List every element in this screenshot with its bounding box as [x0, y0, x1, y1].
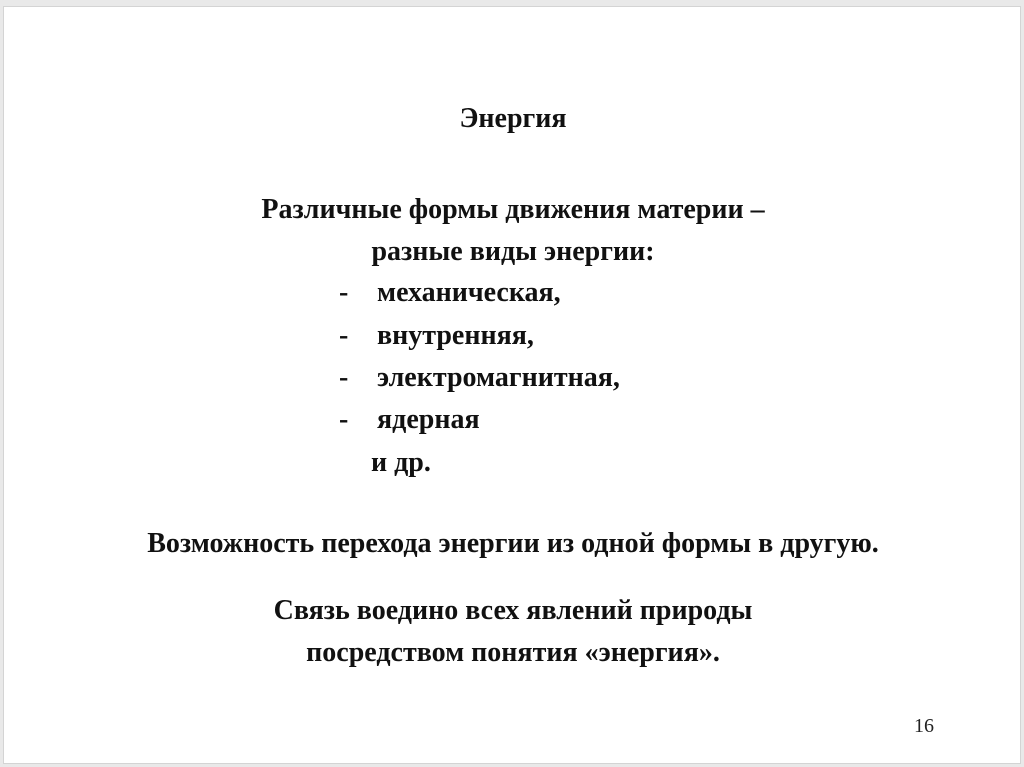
etc-text: и др. — [371, 447, 431, 478]
list-item-text: ядерная — [377, 404, 480, 435]
bullet-dash: - — [339, 362, 349, 393]
bullet-dash: - — [339, 404, 349, 435]
list-item-text: электромагнитная, — [377, 362, 620, 393]
list-item-text: внутренняя, — [377, 320, 534, 351]
statement-unity-line-2: посредством понятия «энергия». — [306, 637, 720, 668]
intro-line-2: разные виды энергии: — [371, 236, 655, 267]
slide — [3, 6, 1021, 764]
bullet-dash: - — [339, 320, 349, 351]
page-number: 16 — [914, 715, 934, 737]
bullet-dash: - — [339, 277, 349, 308]
statement-transition: Возможность перехода энергии из одной формы в другую. — [147, 528, 879, 559]
list-item-text: механическая, — [377, 277, 561, 308]
slide-title: Энергия — [459, 103, 567, 134]
statement-unity-line-1: Связь воедино всех явлений природы — [273, 595, 753, 626]
intro-line-1: Различные формы движения материи – — [261, 194, 765, 225]
